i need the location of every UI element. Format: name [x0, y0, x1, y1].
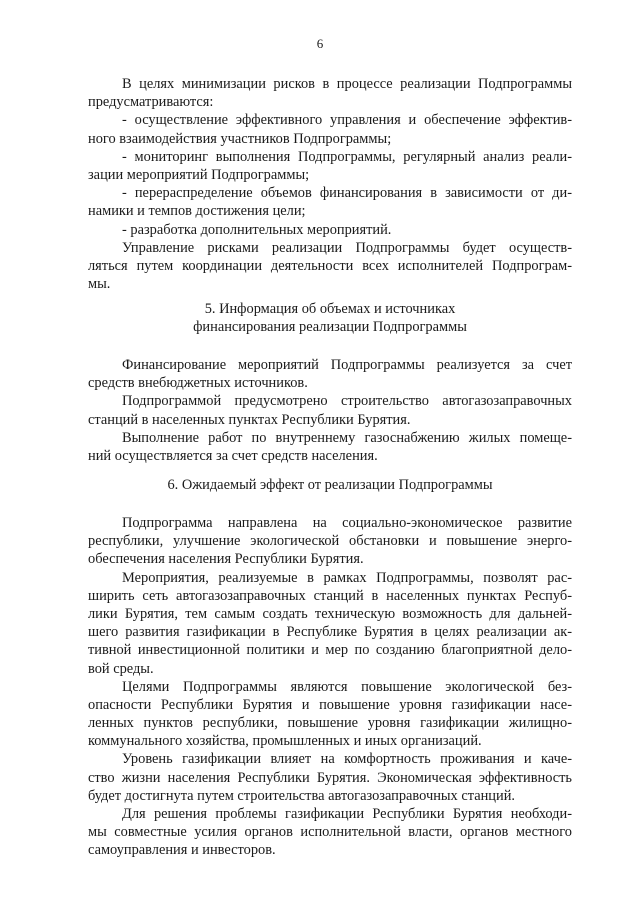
text-line: средств внебюджетных источников.: [88, 375, 308, 392]
text-line: Мероприятия, реализуемые в рамках Подпрограммы, позволят рас-: [122, 569, 572, 586]
text-line: В целях минимизации рисков в процессе реализации Подпрограммы: [122, 76, 572, 92]
text-line: Для решения проблемы газификации Республики Бурятия необходи-: [122, 806, 572, 822]
text-line: мы.: [88, 276, 111, 293]
text-line: самоуправления и инвесторов.: [88, 842, 276, 859]
text-line: Управление рисками реализации Подпрограммы будет осуществ-: [122, 239, 572, 256]
text-line: 5. Информация об объемах и источниках: [204, 301, 456, 317]
text-line: республики, улучшение экологической обстановки и повышение энерго-: [88, 533, 572, 550]
text-line: - осуществление эффективного управления и обеспечение эффектив-: [122, 112, 572, 129]
text-line: Подпрограмма направлена на социально-экономическое развитие: [122, 515, 572, 531]
text-line: - перераспределение объемов финансирования в зависимости от ди-: [122, 185, 572, 202]
risk-management-section: [88, 75, 572, 293]
expected-effect-section: [88, 514, 572, 860]
section-6-heading: [88, 476, 572, 494]
text-line: шего развития газификации в Республике Бурятия в целях реализации ак-: [88, 624, 572, 641]
text-line: опасности Республики Бурятия и повышение уровня газификации насе-: [88, 696, 572, 713]
page-number: 6: [316, 36, 324, 51]
text-line: лики Бурятия, тем самым создать техническую возможность для дальней-: [88, 605, 572, 622]
section-5-heading: [88, 300, 572, 336]
text-line: Подпрограммой предусмотрено строительство автогазозаправочных: [122, 393, 572, 410]
text-line: коммунального хозяйства, промышленных и иных организаций.: [88, 733, 482, 750]
text-line: обеспечения населения Республики Бурятия.: [88, 551, 364, 568]
text-line: вой среды.: [88, 660, 154, 677]
text-line: намики и темпов достижения цели;: [88, 203, 306, 220]
text-line: - разработка дополнительных мероприятий.: [122, 221, 392, 238]
text-line: Финансирование мероприятий Подпрограммы реализуется за счет: [122, 357, 572, 373]
text-line: ляться путем координации деятельности всех исполнителей Подпрограм-: [88, 257, 572, 274]
text-line: финансирования реализации Подпрограммы: [193, 319, 467, 336]
text-line: мы совместные усилия органов исполнительной власти, органов местного: [88, 824, 572, 841]
financing-section: [88, 356, 572, 465]
text-line: 6. Ожидаемый эффект от реализации Подпрограммы: [167, 477, 493, 493]
text-line: ний осуществляется за счет средств населения.: [88, 447, 378, 464]
text-line: предусматриваются:: [88, 94, 214, 111]
text-line: тивной инвестиционной политики и мер по созданию благоприятной дело-: [88, 642, 572, 659]
text-line: Уровень газификации влияет на комфортность проживания и каче-: [122, 751, 572, 768]
text-line: ленных пунктов республики, повышение уровня газификации жилищно-: [88, 715, 572, 732]
text-line: Выполнение работ по внутреннему газоснабжению жилых помеще-: [122, 429, 572, 446]
text-line: ство жизни населения Республики Бурятия. Экономическая эффективность: [88, 769, 572, 786]
text-line: ширить сеть автогазозаправочных станций в населенных пунктах Респуб-: [88, 587, 572, 604]
text-line: Целями Подпрограммы являются повышение экологической без-: [122, 678, 572, 695]
text-line: ного взаимодействия участников Подпрограммы;: [88, 130, 392, 147]
text-line: - мониторинг выполнения Подпрограммы, регулярный анализ реали-: [122, 148, 572, 165]
text-line: будет достигнута путем строительства автогазозаправочных станций.: [88, 787, 515, 804]
text-line: станций в населенных пунктах Республики Бурятия.: [88, 411, 411, 428]
text-line: зации мероприятий Подпрограммы;: [88, 166, 310, 183]
